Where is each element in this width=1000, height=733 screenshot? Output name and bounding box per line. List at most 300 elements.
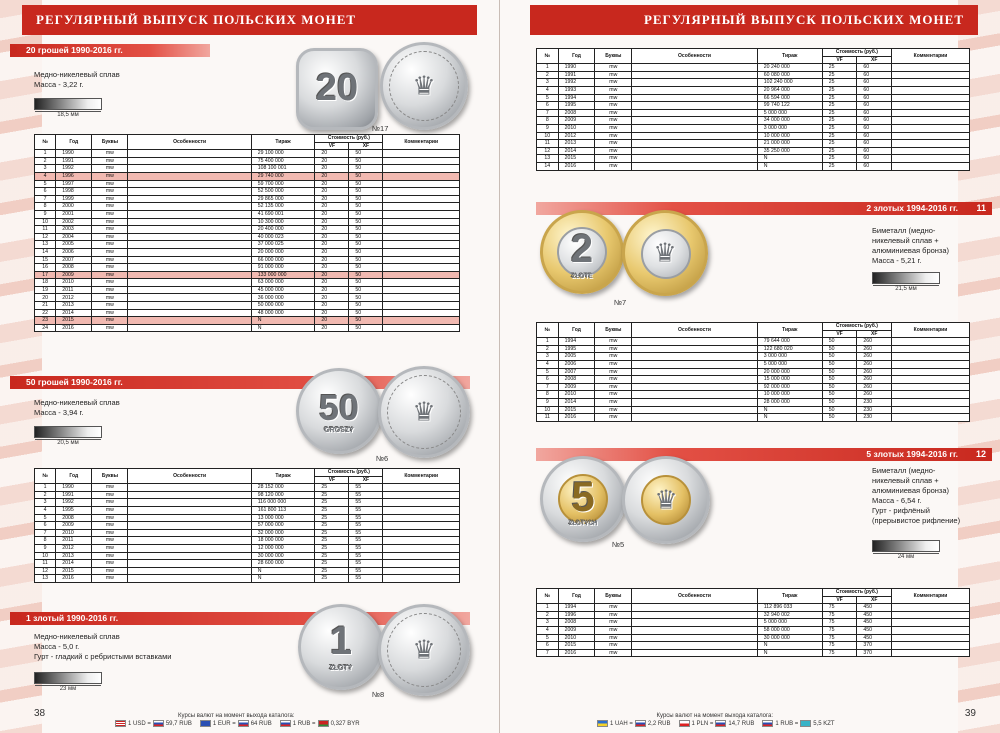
column-header: Особенности [632,49,758,64]
table-cell: 6 [537,102,559,110]
table-cell [383,195,460,203]
table-cell [632,79,758,87]
table-cell: 3 [537,353,559,361]
table-cell: 20 [315,286,349,294]
table-row [537,124,970,132]
table-cell: 2008 [558,619,595,627]
table-cell: mw [595,345,632,353]
table-cell: 13 000 000 [251,514,315,522]
table-cell: 17 [35,271,56,279]
table-cell: 450 [857,634,892,642]
table-cell [892,86,970,94]
table-cell: 25 [822,102,857,110]
table-cell: 12 [35,567,56,575]
table-cell: 52 500 000 [251,188,315,196]
table-cell: 60 [857,162,892,170]
table-cell: 1991 [56,157,92,165]
ru-flag-icon [238,720,249,727]
table-cell: 7 [35,195,56,203]
table-row [35,491,460,499]
diameter-gauge: 21,5 мм [872,272,940,284]
table-cell: mw [92,210,128,218]
rate-from: 1 USD = [128,720,151,727]
table-cell: 20 [315,210,349,218]
table-cell: 60 [857,102,892,110]
table-cell: 32 940 002 [757,611,822,619]
table-cell [383,271,460,279]
table-row [35,317,460,325]
table-row [35,529,460,537]
table-cell: 25 [822,124,857,132]
table-cell: mw [92,226,128,234]
currency-rate [113,720,192,727]
table-cell: 14 [537,162,559,170]
table-cell: 22 [35,309,56,317]
column-header: Комментарии [383,469,460,484]
table-cell [128,514,251,522]
table-cell: 20 [315,248,349,256]
table-cell: mw [595,368,632,376]
table-cell: 11 [35,226,56,234]
table-cell [892,102,970,110]
table-cell: 230 [857,398,892,406]
table-cell: 75 [822,604,857,612]
table-cell: 14 [35,248,56,256]
table-cell: 5 000 000 [757,109,822,117]
table-cell: mw [92,575,128,583]
table-cell: 3 000 000 [757,124,822,132]
table-cell [383,150,460,158]
table-cell: mw [92,279,128,287]
table-cell: 2002 [56,218,92,226]
page-number: 38 [34,708,46,719]
table-cell: 16 [35,264,56,272]
table-cell: mw [595,611,632,619]
table-cell: 2007 [56,256,92,264]
table-cell [632,649,758,657]
column-header: XF [857,596,892,604]
table-cell: 2 [35,157,56,165]
table-cell: mw [92,188,128,196]
table-cell: 2004 [56,233,92,241]
table-cell: 50 [349,226,383,234]
table-cell: 55 [349,560,383,568]
column-header: XF [857,56,892,64]
table-cell: 37 000 025 [251,241,315,249]
table-cell: 30 000 000 [251,552,315,560]
table-cell: 50 [822,345,857,353]
table-cell: 20 [315,150,349,158]
table-cell [892,406,970,414]
table-cell: 5 [35,180,56,188]
table-cell [892,383,970,391]
table-cell [892,94,970,102]
table-cell: 25 [315,499,349,507]
table-cell: 2011 [56,537,92,545]
table-cell: 2003 [56,226,92,234]
ru-flag-icon [762,720,773,727]
table-cell: mw [595,86,632,94]
table-cell: 25 [315,522,349,530]
table-cell [128,537,251,545]
table-cell: 6 [537,642,559,650]
table-cell: 25 [315,537,349,545]
table-cell: 133 000 000 [251,271,315,279]
table-cell: 2016 [558,414,595,422]
table-cell: 60 080 000 [757,71,822,79]
table-cell [892,376,970,384]
rate-to: 59,7 RUB [165,720,192,727]
table-cell: 50 [822,398,857,406]
table-cell: 35 250 000 [757,147,822,155]
table-cell [632,109,758,117]
table-cell [128,248,251,256]
table-cell [632,611,758,619]
table-cell: 50 [349,157,383,165]
table-cell: 20 [315,256,349,264]
table-cell: 36 000 000 [251,294,315,302]
section-number: 11 [976,203,986,213]
table-cell [632,353,758,361]
table-cell [892,414,970,422]
table-cell: 9 [35,210,56,218]
section-title: 2 злотых 1994-2016 гг. [866,203,958,213]
table-row [537,155,970,163]
table-cell: N [757,406,822,414]
table-cell: 112 896 033 [757,604,822,612]
table-cell: mw [92,506,128,514]
table-cell: 2 [35,491,56,499]
section-header-2-zlote [536,202,992,215]
column-header: XF [349,476,383,484]
table-cell: 12 [35,233,56,241]
table-cell: 20 [315,271,349,279]
table-cell: 59 700 000 [251,180,315,188]
table-cell: 28 000 000 [757,398,822,406]
table-cell: 1994 [558,604,595,612]
table-row [35,180,460,188]
catalog-table [34,134,460,332]
table-row [35,264,460,272]
table-cell: 55 [349,484,383,492]
table-cell: 161 800 113 [251,506,315,514]
table-cell: 2012 [558,132,595,140]
table-row [537,626,970,634]
column-header: Особенности [128,469,251,484]
table-cell: 60 [857,79,892,87]
table-cell: 99 740 122 [757,102,822,110]
table-cell: 60 [857,147,892,155]
coin-description: Медно-никелевый сплав Масса - 3,22 г. [34,70,120,89]
table-cell: 2001 [56,210,92,218]
table-row [537,376,970,384]
table-cell [383,317,460,325]
table-cell: 45 000 000 [251,286,315,294]
table-cell: 1 [537,338,559,346]
table-cell: 9 [35,544,56,552]
table-cell [128,165,251,173]
table-cell [632,383,758,391]
table-cell: 2013 [56,302,92,310]
table-cell: 8 [35,203,56,211]
table-cell [383,537,460,545]
table-cell: mw [595,376,632,384]
table-cell: mw [595,406,632,414]
table-cell [632,338,758,346]
table-cell: 55 [349,567,383,575]
column-header: Тираж [251,135,315,150]
table-cell: 1992 [56,165,92,173]
table-cell [632,140,758,148]
table-cell: 60 [857,140,892,148]
table-cell: 11 [537,140,559,148]
table-cell: 91 000 000 [251,264,315,272]
table-row [35,271,460,279]
column-header: Комментарии [892,589,970,604]
column-header: Тираж [251,469,315,484]
table-cell: mw [595,109,632,117]
table-cell: 50 [349,317,383,325]
table-cell [892,353,970,361]
table-cell [383,324,460,332]
table-cell [128,529,251,537]
table-cell: 25 [315,575,349,583]
table-cell: 20 [315,172,349,180]
table-cell: 1992 [558,79,595,87]
rate-from: 1 RUB = [775,720,799,727]
table-cell: 20 [315,203,349,211]
table-cell: 20 [315,188,349,196]
table-cell [892,398,970,406]
section-number: 12 [975,449,986,459]
table-cell [383,484,460,492]
table-cell [632,94,758,102]
table-cell: mw [92,522,128,530]
table-cell [128,286,251,294]
table-cell: 1993 [558,86,595,94]
table-cell [892,338,970,346]
table-cell [632,619,758,627]
table-header-row [35,135,460,143]
coin-caption: №8 [372,690,385,699]
table-cell: 2008 [56,264,92,272]
table-cell: 34 000 000 [757,117,822,125]
table-row [35,157,460,165]
currency-footer: Курсы валют на момент выхода каталога: 1 USD = 59,7 RUB 1 EUR = 64 RUB 1 RUB = 0,327 BYR [110,713,363,729]
table-cell: 10 000 000 [757,391,822,399]
table-row [35,195,460,203]
table-cell [383,529,460,537]
coin-1-zloty-obverse-image [378,604,470,696]
table-cell: 1998 [56,188,92,196]
table-cell: mw [92,218,128,226]
table-cell: 2006 [558,360,595,368]
table-cell: 75 [822,634,857,642]
table-cell: N [757,414,822,422]
table-cell: 450 [857,604,892,612]
table-cell: 50 [822,414,857,422]
table-cell: 1996 [558,611,595,619]
table-cell [128,264,251,272]
table-cell: 2013 [558,140,595,148]
table-cell: 50 [349,165,383,173]
table-cell: mw [595,124,632,132]
section-title: 5 злотых 1994-2016 гг. [866,449,958,459]
table-cell: 4 [537,360,559,368]
diameter-gauge: 24 мм [872,540,940,552]
section-title: 20 грошей 1990-2016 гг. [26,45,123,55]
table-cell: 2015 [558,642,595,650]
column-header: Буквы [595,589,632,604]
table-cell: 15 [35,256,56,264]
table-cell [128,324,251,332]
table-cell: mw [92,552,128,560]
table-cell: 50 [349,279,383,287]
currency-footer: Курсы валют на момент выхода каталога: 1 UAH = 2,2 RUB 1 PLN = 14,7 RUB 1 RUB = 5,5 KZT [592,713,838,729]
table-row [35,302,460,310]
table-cell: 20 [315,294,349,302]
column-header: Год [56,469,92,484]
table-cell: 450 [857,619,892,627]
table-cell: 66 594 000 [757,94,822,102]
table-cell: 122 680 020 [757,345,822,353]
section-number: 8 [12,45,18,55]
table-cell: 5 000 000 [757,360,822,368]
coin-50-groszy-obverse-image [378,366,470,458]
table-cell: 2012 [56,544,92,552]
table-cell [383,172,460,180]
table-cell: mw [595,79,632,87]
table-cell: 6 [537,376,559,384]
table-cell: 29 100 000 [251,150,315,158]
table-cell: 60 [857,71,892,79]
table-cell: 75 [822,642,857,650]
table-cell: 25 [822,132,857,140]
table-cell: 20 000 000 [251,248,315,256]
table-cell: mw [92,567,128,575]
table-cell [632,391,758,399]
table-row [35,241,460,249]
table-row [537,64,970,72]
table-cell: 41 690 001 [251,210,315,218]
column-header: Тираж [757,589,822,604]
table-row [537,649,970,657]
table-cell [632,117,758,125]
table-row [35,537,460,545]
table-cell: 2015 [558,155,595,163]
table-cell [383,180,460,188]
table-cell: 1990 [56,484,92,492]
table-cell: 20 [315,226,349,234]
ru-flag-icon [715,720,726,727]
table-cell: 2009 [56,522,92,530]
table-cell: 108 100 001 [251,165,315,173]
table-cell: 50 [349,172,383,180]
table-cell [383,286,460,294]
table-cell: mw [595,414,632,422]
table-cell [383,522,460,530]
table-cell: 32 000 000 [251,529,315,537]
table-cell: 20 240 000 [757,64,822,72]
table-cell: 20 [315,264,349,272]
table-cell: 25 [822,162,857,170]
table-cell: mw [92,165,128,173]
coin-description: Биметалл (медно- никелевый сплав + алюминиевая бронза) Масса - 6,54 г. Гурт - рифлёный (прерывистое рифление) [872,466,961,525]
table-cell: 4 [35,172,56,180]
pl-flag-icon [679,720,690,727]
table-row [35,514,460,522]
table-cell: 55 [349,575,383,583]
table-cell: 19 [35,286,56,294]
table-cell: 2005 [558,353,595,361]
table-cell [892,619,970,627]
table-cell: 60 [857,124,892,132]
table-row [537,398,970,406]
table-cell: 7 [537,109,559,117]
column-header: VF [822,330,857,338]
table-cell [892,64,970,72]
column-header: № [537,49,559,64]
table-cell: 50 [349,218,383,226]
table-cell: 4 [537,86,559,94]
rate-from: 1 UAH = [610,720,633,727]
table-cell [128,195,251,203]
coin-caption: №17 [372,124,389,133]
table-cell [632,71,758,79]
table-cell: 13 [537,155,559,163]
table-cell [892,109,970,117]
table-cell: 2015 [56,317,92,325]
column-header: Тираж [757,49,822,64]
table-cell [632,86,758,94]
table-cell: 20 000 000 [757,368,822,376]
table-cell: 25 [315,514,349,522]
column-header: Год [56,135,92,150]
table-cell: 1997 [56,180,92,188]
table-row [35,484,460,492]
table-cell [128,157,251,165]
table-cell: 1992 [56,499,92,507]
table-cell: 1 [35,484,56,492]
table-cell [892,140,970,148]
table-row [35,309,460,317]
table-cell: 1990 [56,150,92,158]
table-row [537,79,970,87]
table-cell: 25 [822,71,857,79]
column-header: Особенности [632,323,758,338]
table-cell: 3 [537,619,559,627]
column-header: Буквы [92,135,128,150]
catalog-table [536,322,970,422]
table-cell: 66 000 000 [251,256,315,264]
table-row [35,560,460,568]
us-flag-icon [115,720,126,727]
table-cell: 15 000 000 [757,376,822,384]
currency-rate [595,720,671,727]
table-row [35,256,460,264]
table-cell: mw [595,162,632,170]
table-cell: 25 [315,567,349,575]
table-cell [128,499,251,507]
table-row [35,544,460,552]
table-header-row [537,589,970,597]
table-cell [128,241,251,249]
table-cell: 25 [822,140,857,148]
table-cell: mw [595,626,632,634]
table-cell: mw [92,157,128,165]
table-cell: 55 [349,499,383,507]
table-row [35,218,460,226]
